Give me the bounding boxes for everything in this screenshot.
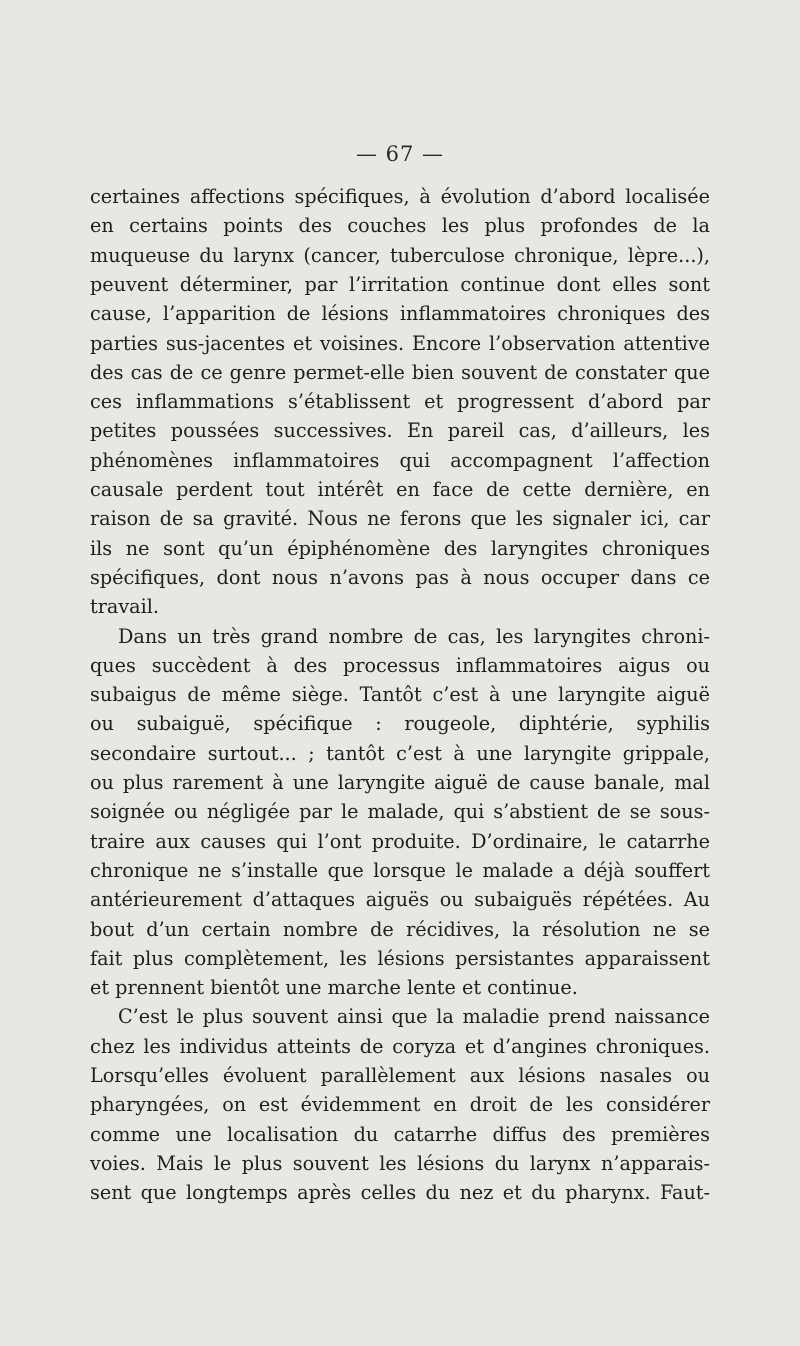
paragraph-first-line: C’est le plus souvent ainsi que la maladie prend naissance xyxy=(118,1005,710,1029)
text-line: cause, l’apparition de lésions inflammatoires chroniques des xyxy=(90,302,710,326)
text-line: petites poussées successives. En pareil cas, d’ailleurs, les xyxy=(90,419,710,443)
text-line: travail. xyxy=(90,595,159,619)
text-line: fait plus complètement, les lésions persistantes apparaissent xyxy=(90,946,710,970)
text-line: ils ne sont qu’un épiphénomène des laryngites chroniques xyxy=(90,536,710,560)
text-line: soignée ou négligée par le malade, qui s’abstient de se sous- xyxy=(90,800,710,824)
text-line: muqueuse du larynx (cancer, tuberculose chronique, lèpre...), xyxy=(90,243,710,267)
text-line: Lorsqu’elles évoluent parallèlement aux lésions nasales ou xyxy=(90,1064,710,1087)
text-line: raison de sa gravité. Nous ne ferons que les signaler ici, car xyxy=(90,507,710,531)
text-line: subaigus de même siège. Tantôt c’est à une laryngite aiguë xyxy=(90,683,710,707)
text-line: causale perdent tout intérêt en face de cette dernière, en xyxy=(90,478,710,501)
text-line: certaines affections spécifiques, à évolution d’abord localisée xyxy=(90,185,710,208)
page-number: — 67 — xyxy=(355,142,445,166)
text-line: antérieurement d’attaques aiguës ou subaiguës répétées. Au xyxy=(90,888,710,912)
text-line: chez les individus atteints de coryza et d’angines chroniques. xyxy=(90,1034,710,1058)
text-line: ques succèdent à des processus inflammatoires aigus ou xyxy=(90,653,710,677)
text-line: pharyngées, on est évidemment en droit de les considérer xyxy=(90,1093,710,1117)
text-line: et prennent bientôt une marche lente et continue. xyxy=(90,976,578,1000)
text-line: en certains points des couches les plus profondes de la xyxy=(90,214,710,238)
text-line: des cas de ce genre permet-elle bien souvent de constater que xyxy=(90,360,710,384)
text-line: comme une localisation du catarrhe diffus des premières xyxy=(90,1122,710,1146)
text-line: ou plus rarement à une laryngite aiguë de cause banale, mal xyxy=(90,771,710,794)
text-line: sent que longtemps après celles du nez et du pharynx. Faut- xyxy=(90,1181,710,1205)
text-line: secondaire surtout... ; tantôt c’est à une laryngite grippale, xyxy=(90,741,710,765)
text-line: parties sus-jacentes et voisines. Encore l’observation attentive xyxy=(90,331,710,355)
text-line: phénomènes inflammatoires qui accompagnent l’affection xyxy=(90,448,710,472)
paragraph-first-line: Dans un très grand nombre de cas, les laryngites chroni- xyxy=(118,624,710,648)
text-line: spécifiques, dont nous n’avons pas à nous occuper dans ce xyxy=(90,565,710,589)
text-line: ces inflammations s’établissent et progressent d’abord par xyxy=(90,390,710,414)
text-line: traire aux causes qui l’ont produite. D’ordinaire, le catarrhe xyxy=(90,829,710,853)
text-line: chronique ne s’installe que lorsque le malade a déjà souffert xyxy=(90,858,710,882)
text-line: peuvent déterminer, par l’irritation continue dont elles sont xyxy=(90,272,710,296)
text-line: ou subaiguë, spécifique : rougeole, diphtérie, syphilis xyxy=(90,712,710,736)
text-line: bout d’un certain nombre de récidives, la résolution ne se xyxy=(90,917,710,941)
text-line: voies. Mais le plus souvent les lésions du larynx n’apparais- xyxy=(90,1151,710,1175)
